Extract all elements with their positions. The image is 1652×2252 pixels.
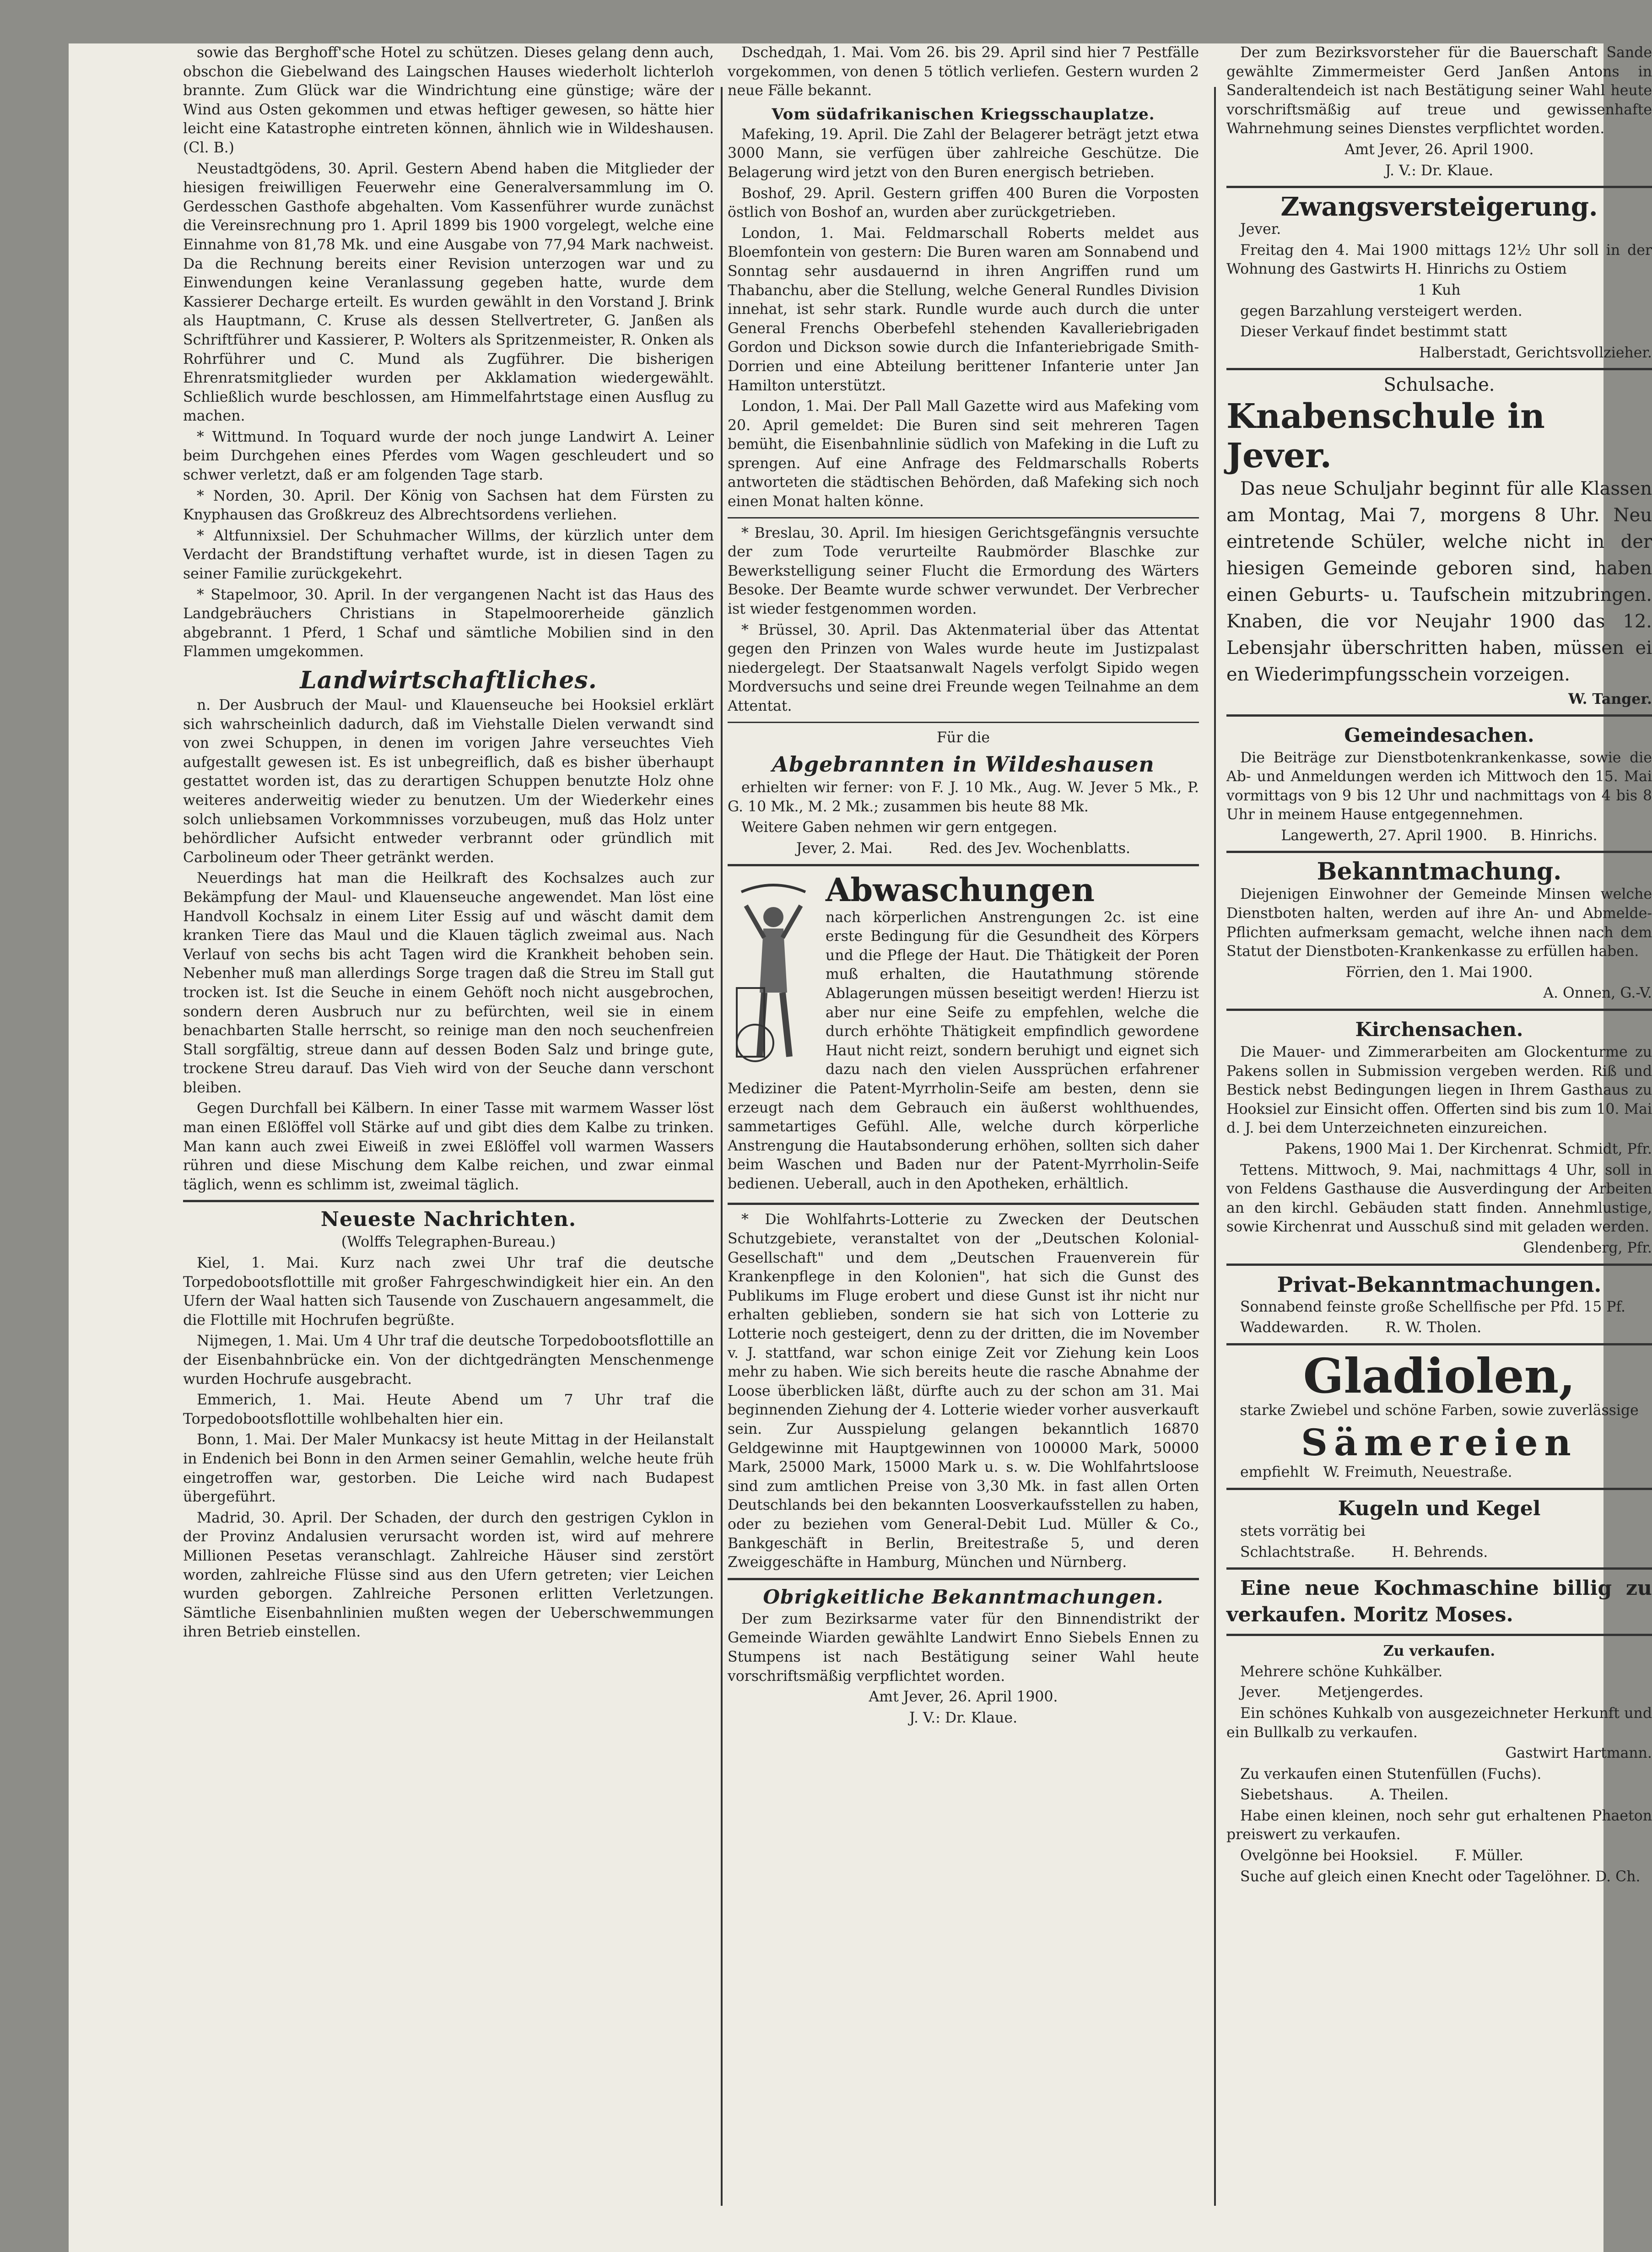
zw-text: Freitag den 4. Mai 1900 mittags 12½ Uhr soll in der Wohnung des Gastwirts H. Hinrichs zu Ostiem	[1226, 242, 1652, 278]
phaeton: Habe einen kleinen, noch sehr gut erhaltenen Phaeton preiswert zu verkaufen.	[1226, 1807, 1652, 1843]
notice-bezirksvorsteher: Der zum Bezirksvorsteher für die Bauerschaft Sande gewählte Zimmermeister Gerd Janßen Antons in Sanderaltendeich ist nach Bestätigung seiner Wahl heute vorschriftsmäßig auf treue und gewissenhafte Wahrnehmung seines Dienstes verpflichtet worden.	[1226, 44, 1652, 137]
schellfische-signature: Waddewarden. R. W. Tholen.	[1240, 1319, 1482, 1336]
schellfische: Sonnabend feinste große Schellfische per Pfd. 15 Pf.	[1240, 1298, 1626, 1315]
gemeinde-signature: Langewerth, 27. April 1900. B. Hinrichs.	[1281, 827, 1598, 844]
ad-text: nach körperlichen Anstrengungen 2c. ist eine erste Bedingung für die Gesundheit des Körpers und die Pflege der Haut. Die Thätigkeit der Poren muß erhalten, die Hautathmung störende Ablagerungen müssen beseitigt werden! Hierzu ist aber nur eine Seife zu empfehlen, welche die durch erhöhte Thätigkeit empfindlich gewordene Haut nicht reizt, sondern beruhigt und eignet sich dazu nach den vielen Aussprüchen erfahrener Mediziner die Patent-Myrrholin-Seife am besten, denn sie erzeugt nach dem Gebrauch ein äußerst wohlthuendes, sammetartiges Gefühl. Alle, welche durch körperliche Anstrengung die Hautabsonderung erhöhen, sollten sich daher beim Waschen und Baden nur der Patent-Myrrholin-Seife bedienen. Ueberall, auch in den Apotheken, erhältlich.	[728, 909, 1199, 1192]
wolff-bureau: (Wolffs Telegraphen-Bureau.)	[341, 1234, 556, 1251]
donations-signature: Jever, 2. Mai. Red. des Jev. Wochenblatts.	[796, 840, 1131, 857]
divider	[1226, 368, 1652, 370]
washing-man-illustration	[728, 874, 819, 1075]
stutenfuellen: Zu verkaufen einen Stutenfüllen (Fuchs).	[1240, 1766, 1542, 1782]
bekanntmachung-signature-2: A. Onnen, G.-V.	[1543, 985, 1652, 1002]
kirchen-signature: Pakens, 1900 Mai 1. Der Kirchenrat. Schmidt, Pfr.	[1285, 1141, 1652, 1157]
tettens-text: Tettens. Mittwoch, 9. Mai, nachmittags 4 Uhr, soll in von Feldens Gasthause die Ausverdingung der Arbeiten an den kirchl. Gebäuden statt finden. Annehmlustige, sowie Kirchenrat und Ausschuß sind mit geladen werden.	[1226, 1161, 1652, 1236]
article-breslau: * Breslau, 30. April. Im hiesigen Gerichtsgefängnis versuchte der zum Tode verurteilte Raubmörder Blaschke zur Bewerkstelligung seiner Flucht die Ermordung des Wärters Besoke. Der Beamte wurde schwer verwundet. Der Verbrecher ist wieder festgenommen worden.	[728, 524, 1199, 618]
article-madrid: Madrid, 30. April. Der Schaden, der durch den gestrigen Cyklon in der Provinz Andalusien verursacht worden ist, wird auf mehrere Millionen Pesetas veranschlagt. Zahlreiche Häuser sind zerstört worden, zahlreiche Flüsse sind aus den Ufern getreten; vier Leichen wurden geborgen. Zahlreiche Personen erlitten Verletzungen. Sämtliche Eisenbahnlinien mußten wegen der Ueberschwemmungen ihren Betrieb einstellen.	[183, 1509, 714, 1641]
divider	[1226, 186, 1652, 188]
phaeton-signature: Ovelgönne bei Hooksiel. F. Müller.	[1240, 1847, 1524, 1864]
article-mafeking: Mafeking, 19. April. Die Zahl der Belagerer beträgt jetzt etwa 3000 Mann, sie verfügen über zahlreiche Geschütze. Die Belagerung wird jetzt von den Buren energisch betrieben.	[728, 126, 1199, 181]
tettens-signature: Glendenberg, Pfr.	[1523, 1239, 1652, 1256]
divider	[728, 722, 1199, 723]
zw-text2: gegen Barzahlung versteigert werden.	[1240, 302, 1522, 319]
heading-bekanntmachung: Bekanntmachung.	[1317, 858, 1562, 886]
right-column	[1226, 43, 1652, 2252]
knabenschule-text: Das neue Schuljahr beginnt für alle Klassen am Montag, Mai 7, morgens 8 Uhr. Neu eintretende Schüler, welche nicht in der hiesigen Gemeinde geboren sind, haben einen Geburts- u. Taufschein mitzubringen. Knaben, die vor Neujahr 1900 das 12. Lebensjahr überschritten haben, müssen ei en Wiederimpfungsschein vorzeigen.	[1226, 478, 1652, 685]
article-altfunnixsiel: * Altfunnixsiel. Der Schuhmacher Willms, der kürzlich unter dem Verdacht der Brandstiftung verhaftet wurde, ist in diesen Tagen zu seiner Familie zurückgekehrt.	[183, 527, 714, 583]
heading-landwirtschaftliches: Landwirtschaftliches.	[300, 666, 597, 694]
kugeln-headline: Kugeln und Kegel	[1338, 1496, 1541, 1520]
kuhkaelber-signature: Jever. Metjengerdes.	[1240, 1684, 1424, 1701]
article-lotterie: * Die Wohlfahrts-Lotterie zu Zwecken der Deutschen Schutzgebiete, veranstaltet von der „Deutschen Kolonial-Gesellschaft" und dem „Deutschen Frauenverein für Krankenpflege in den Kolonien", hat sich die Gunst des Publikums im Fluge erobert und diese Gunst ist ihr nicht nur erhalten geblieben, sondern sie hat sich von Lotterie zu Lotterie noch gesteigert, denn zu der dritten, die im November v. J. stattfand, war schon einige Zeit vor Ziehung kein Loos mehr zu haben. Wie sich bereits heute die rasche Abnahme der Loose überblicken läßt, dürfte auch zu der schon am 31. Mai beginnenden Ziehung der 4. Lotterie wieder vorher ausverkauft sein. Zur Ausspielung gelangen bekanntlich 16870 Geldgewinne mit Hauptgewinnen von 100000 Mark, 50000 Mark, 25000 Mark, 15000 Mark u. s. w. Die Wohlfahrtsloose sind zum amtlichen Preise von 3,30 Mk. in fast allen Orten Deutschlands bei den bekannten Loosverkaufsstellen zu haben, oder zu beziehen vom General-Debit Lud. Müller & Co., Bankgeschäft in Berlin, Breitestraße 5, und deren Zweiggeschäfte in Hamburg, München und Nürnberg.	[728, 1211, 1199, 1571]
fuer-die: Für die	[936, 729, 990, 746]
ad-abwaschungen	[728, 872, 1199, 1198]
divider	[1226, 1264, 1652, 1266]
heading-privat: Privat-Bekanntmachungen.	[1277, 1272, 1602, 1297]
divider	[1226, 1567, 1652, 1570]
divider	[1226, 1634, 1652, 1636]
divider	[728, 864, 1199, 866]
article-boshof: Boshof, 29. April. Gestern griffen 400 Buren die Vorposten östlich von Boshof an, wurden aber zurückgetrieben.	[728, 185, 1199, 221]
article-kiel: Kiel, 1. Mai. Kurz nach zwei Uhr traf die deutsche Torpedobootsflottille mit großer Fahrgeschwindigkeit hier ein. An den Ufern der Waal hatten sich Tausende von Zuschauern angesammelt, die die Flottille mit Hochrufen begrüßte.	[183, 1255, 714, 1329]
heading-schulsache: Schulsache.	[1383, 374, 1495, 396]
article-maul-klauenseuche: n. Der Ausbruch der Maul- und Klauenseuche bei Hooksiel erklärt sich wahrscheinlich dadurch, daß im Viehstalle Dielen verwandt sind von zwei Schuppen, in denen im vorigen Jahre verseuchtes Vieh aufgestallt gewesen ist. Es ist unbegreiflich, daß es bisher überhaupt gestattet worden ist, das zu derartigen Schuppen benutzte Holz ohne weiteres anderweitig wieder zu benutzen. Um der Wiederkehr eines solch unliebsamen Vorkommnisses vorzubeugen, muß das Holz unter behördlicher Aufsicht entweder verbrannt oder gründlich mit Carbolineum oder Theer getränkt werden.	[183, 697, 714, 866]
zu-verkaufen-heading: Zu verkaufen.	[1383, 1642, 1495, 1660]
gladiolen-sub: starke Zwiebel und schöne Farben, sowie zuverlässige	[1240, 1402, 1639, 1419]
kugeln-signature: Schlachtstraße. H. Behrends.	[1240, 1544, 1488, 1561]
article-bonn: Bonn, 1. Mai. Der Maler Munkacsy ist heute Mittag in der Heilanstalt in Endenich bei Bonn in den Armen seiner Gemahlin, welche heute früh eingetroffen war, gestorben. Die Leiche wird nach Budapest übergeführt.	[183, 1431, 714, 1506]
knecht: Suche auf gleich einen Knecht oder Tagelöhner. D. Ch.	[1240, 1868, 1641, 1885]
heading-neueste-nachrichten: Neueste Nachrichten.	[320, 1208, 577, 1231]
divider	[183, 1200, 714, 1202]
newspaper-page	[69, 43, 1652, 2252]
article-kochsalz: Neuerdings hat man die Heilkraft des Kochsalzes auch zur Bekämpfung der Maul- und Klauenseuche angewendet. Man löst eine Handvoll Kochsalz in einem Liter Essig auf und wäscht damit dem kranken Tiere das Maul und die Klauen täglich zweimal aus. Nach Verlauf von sechs bis acht Tagen wird die Krankheit behoben sein. Nebenher muß man allerdings Sorge tragen daß die Streu im Stall gut trocken ist. Ist die Seuche in einem Gehöft noch nicht ausgebrochen, sondern deren Ausbruch nur zu befürchten, weil sie in einem benachbarten Stalle herrscht, so reinige man den noch seuchenfreien Stall sorgfältig, streue dann auf dessen Boden Salz und bringe gute, trockene Streu darauf. Das Vieh wird von der Seuche dann verschont bleiben.	[183, 870, 714, 1096]
signature-klaue: J. V.: Dr. Klaue.	[909, 1709, 1018, 1726]
gemeinde-text: Die Beiträge zur Dienstbotenkrankenkasse, sowie die Ab- und Anmeldungen werden ich Mittwoch den 15. Mai vormittags von 9 bis 12 Uhr und nachmittags von 4 bis 8 Uhr in meinem Hause entgegennehmen.	[1226, 749, 1652, 823]
saemereien-signature: empfiehlt W. Freimuth, Neuestraße.	[1240, 1464, 1512, 1481]
zw-signature: Halberstadt, Gerichtsvollzieher.	[1419, 344, 1652, 361]
column-rule-right	[1214, 87, 1216, 2206]
divider	[1226, 851, 1652, 853]
kirchen-text: Die Mauer- und Zimmerarbeiten am Glockenturme zu Pakens sollen in Submission vergeben werden. Riß und Bestick nebst Bedingungen liegen in Ihrem Gasthaus zu Hooksiel zur Einsicht offen. Offerten sind bis zum 10. Mai d. J. bei dem Unterzeichneten einzureichen.	[1226, 1044, 1652, 1137]
kochmaschine: Eine neue Kochmaschine billig zu verkaufen. Moritz Moses.	[1226, 1577, 1652, 1627]
kugeln-text: stets vorrätig bei	[1240, 1523, 1366, 1539]
bekanntmachung-text: Diejenigen Einwohner der Gemeinde Minsen welche Dienstboten halten, werden auf ihre An- und Abmelde-Pflichten aufmerksam gemacht, welche ihnen nach dem Statut der Dienstboten-Krankenkasse zu erfüllen haben.	[1226, 886, 1652, 960]
heading-zwangsversteigerung: Zwangsversteigerung.	[1280, 192, 1598, 222]
bekanntmachung-signature-1: Förrien, den 1. Mai 1900.	[1345, 964, 1533, 981]
donations: erhielten wir ferner: von F. J. 10 Mk., Aug. W. Jever 5 Mk., P. G. 10 Mk., M. 2 Mk.; zusammen bis heute 88 Mk.	[728, 779, 1199, 815]
middle-column	[728, 43, 1199, 2252]
article-dschedda: Dschedдah, 1. Mai. Vom 26. bis 29. April sind hier 7 Pestfälle vorgekommen, von denen 5 tötlich verliefen. Gestern wurden 2 neue Fälle bekannt.	[728, 44, 1199, 99]
stutenfuellen-signature: Siebetshaus. A. Theilen.	[1240, 1787, 1449, 1804]
article-bruessel: * Brüssel, 30. April. Das Aktenmaterial über das Attentat gegen den Prinzen von Wales wurde heute im Justizpalast niedergelegt. Der Staatsanwalt Nagels verfolgt Sipido wegen Mordversuchs und seine drei Freunde wegen Teilnahme an dem Attentat.	[728, 621, 1199, 714]
knabenschule-signature: W. Tanger.	[1568, 690, 1652, 707]
zw-item: 1 Kuh	[1418, 281, 1461, 298]
divider	[1226, 714, 1652, 717]
article-nijmegen: Nijmegen, 1. Mai. Um 4 Uhr traf die deutsche Torpedobootsflottille an der Eisenbahnbrücke ein. Von der dichtgedrängten Menschenmenge wurden Hochrufe ausgebracht.	[183, 1333, 714, 1388]
heading-suedafrika: Vom südafrikanischen Kriegsschauplatze.	[772, 105, 1155, 124]
zw-place: Jever.	[1240, 221, 1281, 238]
column-rule-left	[721, 87, 723, 2206]
heading-obrigkeitliche: Obrigkeitliche Bekanntmachungen.	[763, 1585, 1164, 1608]
left-column	[183, 43, 714, 2252]
article-wittmund: * Wittmund. In Toquard wurde der noch junge Landwirt A. Leiner beim Durchgehen eines Pferdes vom Wagen geschleudert und so schwer verletzt, daß er am folgenden Tage starb.	[183, 428, 714, 484]
kuhkaelber: Mehrere schöne Kuhkälber.	[1240, 1663, 1443, 1680]
heading-gemeindesachen: Gemeindesachen.	[1344, 724, 1534, 746]
heading-kirchensachen: Kirchensachen.	[1355, 1018, 1523, 1041]
zw-text3: Dieser Verkauf findet bestimmt statt	[1240, 324, 1507, 340]
article-norden: * Norden, 30. April. Der König von Sachsen hat dem Fürsten zu Knyphausen das Großkreuz des Albrechtsordens verliehen.	[183, 487, 714, 524]
article-neustadtgoedens: Neustadtgödens, 30. April. Gestern Abend haben die Mitglieder der hiesigen freiwilligen Feuerwehr eine Generalversammlung im O. Gerdesschen Gasthofe abgehalten. Vom Kassenführer wurde zunächst die Vereinsrechnung pro 1. April 1899 bis 1900 vorgelegt, welche eine Einnahme von 81,78 Mk. und eine Ausgabe von 77,94 Mark nachweist. Da die Rechnung bereits einer Revision unterzogen war und zu Einwendungen keine Veranlassung gegeben hatte, wurde dem Kassierer Decharge erteilt. Es wurden gewählt in den Vorstand J. Brink als Hauptmann, C. Kruse als dessen Stellvertreter, G. Janßen als Schriftführer und Kassierer, P. Wolters als Spritzenmeister, R. Onken als Rohrführer und C. Mund als Zugführer. Die bisherigen Ehrenratsmitglieder wurden per Akklamation wiedergewählt. Schließlich wurde beschlossen, am Himmelfahrtstage einen Ausflug zu machen.	[183, 160, 714, 425]
kuhkalb-signature: Gastwirt Hartmann.	[1505, 1745, 1652, 1762]
signature-klaue: J. V.: Dr. Klaue.	[1385, 162, 1494, 179]
article-london-1: London, 1. Mai. Feldmarschall Roberts meldet aus Bloemfontein von gestern: Die Buren waren am Sonnabend und Sonntag sehr ausdauernd in ihren Angriffen rund um Thabanchu, aber die Stellung, welche General Rundles Division innehat, ist sehr stark. Rundle wurde auch durch die unter General Frenchs Oberbefehl stehenden Kavalleriebrigaden Gordon und Dickson sowie durch die Infanteriebrigade Smith-Dorrien und eine Abteilung berittener Infanterie unter Jan Hamilton unterstützt.	[728, 225, 1199, 394]
donations-note: Weitere Gaben nehmen wir gern entgegen.	[741, 819, 1058, 836]
divider	[728, 1578, 1199, 1580]
article-kaelber: Gegen Durchfall bei Kälbern. In einer Tasse mit warmem Wasser löst man einen Eßlöffel voll Stärke auf und gibt dies dem Kalbe zu trinken. Man kann auch zwei Eiweiß in zwei Eßlöffel voll warmen Wassers rühren und diese Mischung dem Kalbe reichen, und zwar einmal täglich, wenn es schlimm ist, zweimal täglich.	[183, 1100, 714, 1193]
signature-amt: Amt Jever, 26. April 1900.	[1344, 141, 1534, 158]
gladiolen-headline: Gladiolen,	[1303, 1347, 1576, 1404]
article-bezirksarmenvater: Der zum Bezirksarme vater für den Binnendistrikt der Gemeinde Wiarden gewählte Landwirt Enno Siebels Ennen zu Stumpens ist nach Bestätigung seiner Wahl heute vorschriftsmäßig verpflichtet worden.	[728, 1610, 1199, 1685]
divider	[728, 1203, 1199, 1205]
divider	[1226, 1009, 1652, 1011]
saemereien-headline: Sämereien	[1301, 1421, 1577, 1464]
signature-amt: Amt Jever, 26. April 1900.	[869, 1689, 1058, 1706]
article-berghoff: sowie das Berghoff'sche Hotel zu schützen. Dieses gelang denn auch, obschon die Giebelwand des Laingschen Hauses wiederholt lichterloh brannte. Zum Glück war die Windrichtung eine günstige; wäre der Wind aus Osten gekommen und etwas heftiger gewesen, so hätte hier leicht eine Katastrophe eintreten können, ähnlich wie in Wildeshausen. (Cl. B.)	[183, 44, 714, 156]
heading-knabenschule: Knabenschule in Jever.	[1226, 396, 1545, 475]
kuhkalb: Ein schönes Kuhkalb von ausgezeichneter Herkunft und ein Bullkalb zu verkaufen.	[1226, 1705, 1652, 1741]
heading-abgebrannten: Abgebrannten in Wildeshausen	[772, 752, 1155, 777]
divider	[1226, 1488, 1652, 1490]
article-stapelmoor: * Stapelmoor, 30. April. In der vergangenen Nacht ist das Haus des Landgebräuchers Christians in Stapelmoorerheide gänzlich abgebrannt. 1 Pferd, 1 Schaf und sämtliche Mobilien sind in den Flammen umgekommen.	[183, 586, 714, 660]
divider	[728, 517, 1199, 518]
ad-title: Abwaschungen	[826, 870, 1095, 909]
divider	[1226, 1343, 1652, 1345]
article-emmerich: Emmerich, 1. Mai. Heute Abend um 7 Uhr traf die Torpedobootsflottille wohlbehalten hier ein.	[183, 1392, 714, 1427]
article-london-2: London, 1. Mai. Der Pall Mall Gazette wird aus Mafeking vom 20. April gemeldet: Die Buren sind seit mehreren Tagen bemüht, die Eisenbahnlinie südlich von Mafeking in die Luft zu sprengen. Auf eine Anfrage des Feldmarschalls Roberts antworteten die städtischen Behörden, daß Mafeking sich noch einen Monat halten könne.	[728, 398, 1199, 510]
